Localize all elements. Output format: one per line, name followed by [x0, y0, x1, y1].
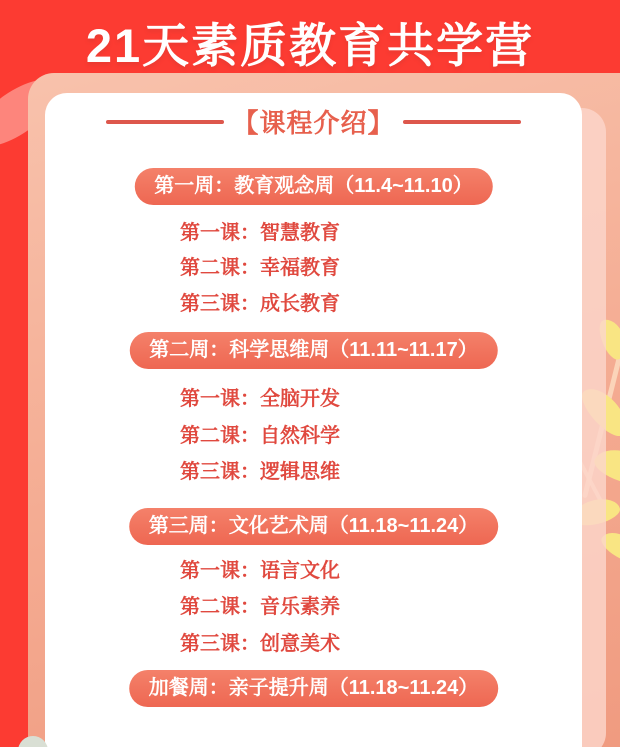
week-1-lesson-1: 第一课：智慧教育: [180, 222, 340, 244]
week-1-lesson-3: 第三课：成长教育: [180, 293, 340, 315]
week-2-lesson-3: 第三课：逻辑思维: [180, 461, 340, 483]
header-rule-left: [106, 120, 224, 124]
week-3-lesson-3: 第三课：创意美术: [180, 633, 340, 655]
week-3-lesson-2: 第二课：音乐素养: [180, 596, 340, 618]
bonus-week-pill: 加餐周：亲子提升周（11.18~11.24）: [129, 670, 499, 707]
header-rule-right: [403, 120, 521, 124]
week-2-pill: 第二周：科学思维周（11.11~11.17）: [129, 332, 497, 369]
course-intro-card: [45, 93, 582, 747]
week-2-lesson-2: 第二课：自然科学: [180, 425, 340, 447]
poster-title: 21天素质教育共学营: [85, 18, 535, 72]
section-header-title: 【课程介绍】: [232, 108, 395, 138]
week-3-pill: 第三周：文化艺术周（11.18~11.24）: [129, 508, 499, 545]
week-1-lesson-2: 第二课：幸福教育: [180, 257, 340, 279]
week-2-lesson-1: 第一课：全脑开发: [180, 388, 340, 410]
section-header: [45, 103, 582, 140]
week-1-pill: 第一周：教育观念周（11.4~11.10）: [134, 168, 492, 205]
week-3-lesson-1: 第一课：语言文化: [180, 560, 340, 582]
